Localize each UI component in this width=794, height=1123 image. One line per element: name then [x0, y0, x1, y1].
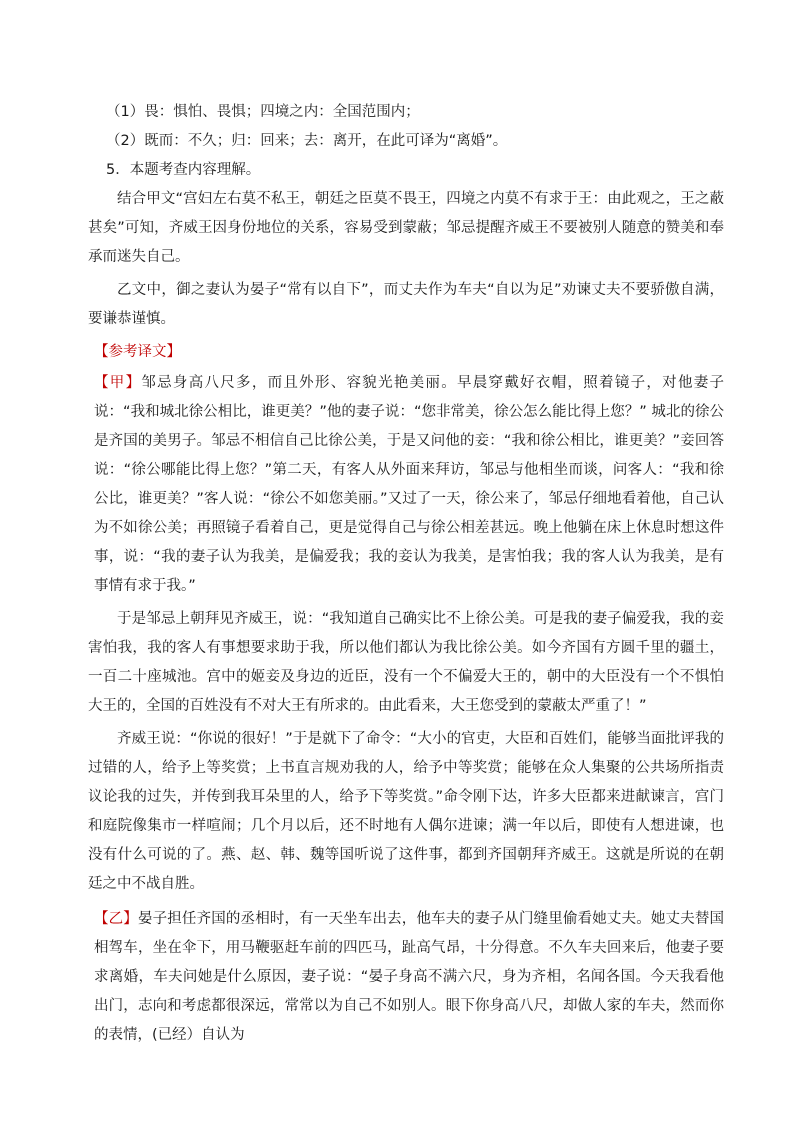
- jia-paragraph-1-text: 邹忌身高八尺多，而且外形、容貌光艳美丽。早晨穿戴好衣帽，照着镜子，对他妻子说：“我和城北徐公相比，谁更美？”他的妻子说：“您非常美，徐公怎么能比得上您？” 城北的徐公是齐国的美男子。邹忌不相信自己比徐公美，于是又问他的妾：“我和徐公相比，谁更美？”妾回答说：“徐公哪能比得上您？”第二天，有客人从外面来拜访，邹忌与他相坐而谈，问客人：“我和徐公比，谁更美？”客人说：“徐公不如您美丽。”又过了一天，徐公来了，邹忌仔细地看着他，自己认为不如徐公美；再照镜子看着自己，更是觉得自己与徐公相差甚远。晚上他躺在床上休息时想这件事，说：“我的妻子认为我美，是偏爱我；我的妾认为我美，是害怕我；我的客人认为我美，是有事情有求于我。”: [94, 375, 725, 594]
- note-2: （2）既而：不久；归：回来；去：离开，在此可译为“离婚”。: [106, 133, 508, 149]
- yi-marker: 【乙】: [94, 911, 138, 927]
- analysis-paragraph-2: 乙文中，御之妻认为晏子“常有以自下”，而丈夫作为车夫“自以为足”劝谏丈夫不要骄傲自满，要谦恭谨慎。: [88, 282, 724, 327]
- reference-translation-heading: 【参考译文】: [94, 344, 181, 360]
- jia-marker: 【甲】: [94, 375, 142, 391]
- yi-paragraph-1-text: 晏子担任齐国的丞相时，有一天坐车出去，他车夫的妻子从门缝里偷看她丈夫。她丈夫替国相驾车，坐在伞下，用马鞭驱赶车前的四匹马，趾高气昂，十分得意。不久车夫回来后，他妻子要求离婚，车夫问她是什么原因，妻子说：“晏子身高不满六尺，身为齐相，名闻各国。今天我看他出门，志向和考虑都很深远，常常以为自己不如别人。眼下你身高八尺，却做人家的车夫，然而你的表情，(已经）自认为: [94, 911, 725, 1043]
- note-5: 5．本题考查内容理解。: [106, 162, 261, 178]
- yi-paragraph-1: [88, 905, 724, 1050]
- document-body: [88, 98, 724, 1050]
- note-1: （1）畏：惧怕、畏惧；四境之内：全国范围内；: [106, 104, 420, 120]
- jia-paragraph-2: 于是邹忌上朝拜见齐威王，说：“我知道自己确实比不上徐公美。可是我的妻子偏爱我，我的妾害怕我，我的客人有事想要求助于我，所以他们都认为我比徐公美。如今齐国有方圆千里的疆土，一百二十座城池。宫中的姬妾及身边的近臣，没有一个不偏爱大王的，朝中的大臣没有一个不惧怕大王的，全国的百姓没有不对大王有所求的。由此看来，大王您受到的蒙蔽太严重了！”: [88, 611, 724, 714]
- spacer: [88, 899, 724, 903]
- analysis-paragraph-1: 结合甲文“宫妇左右莫不私王，朝廷之臣莫不畏王，四境之内莫不有求于王：由此观之，王之蔽甚矣”可知，齐威王因身份地位的关系，容易受到蒙蔽；邹忌提醒齐威王不要被别人随意的赞美和奉承而迷失自己。: [88, 191, 724, 265]
- jia-paragraph-3: 齐威王说：“你说的很好！”于是就下了命令：“大小的官吏，大臣和百姓们，能够当面批评我的过错的人，给予上等奖赏；上书直言规劝我的人，给予中等奖赏；能够在众人集聚的公共场所指责议论我的过失，并传到我耳朵里的人，给予下等奖赏。”命令刚下达，许多大臣都来进献谏言，宫门和庭院像集市一样喧闹；几个月以后，还不时地有人偶尔进谏；满一年以后，即使有人想进谏，也没有什么可说的了。燕、赵、韩、魏等国听说了这件事，都到齐国朝拜齐威王。这就是所说的在朝廷之中不战自胜。: [88, 731, 724, 892]
- jia-paragraph-1: [88, 369, 724, 601]
